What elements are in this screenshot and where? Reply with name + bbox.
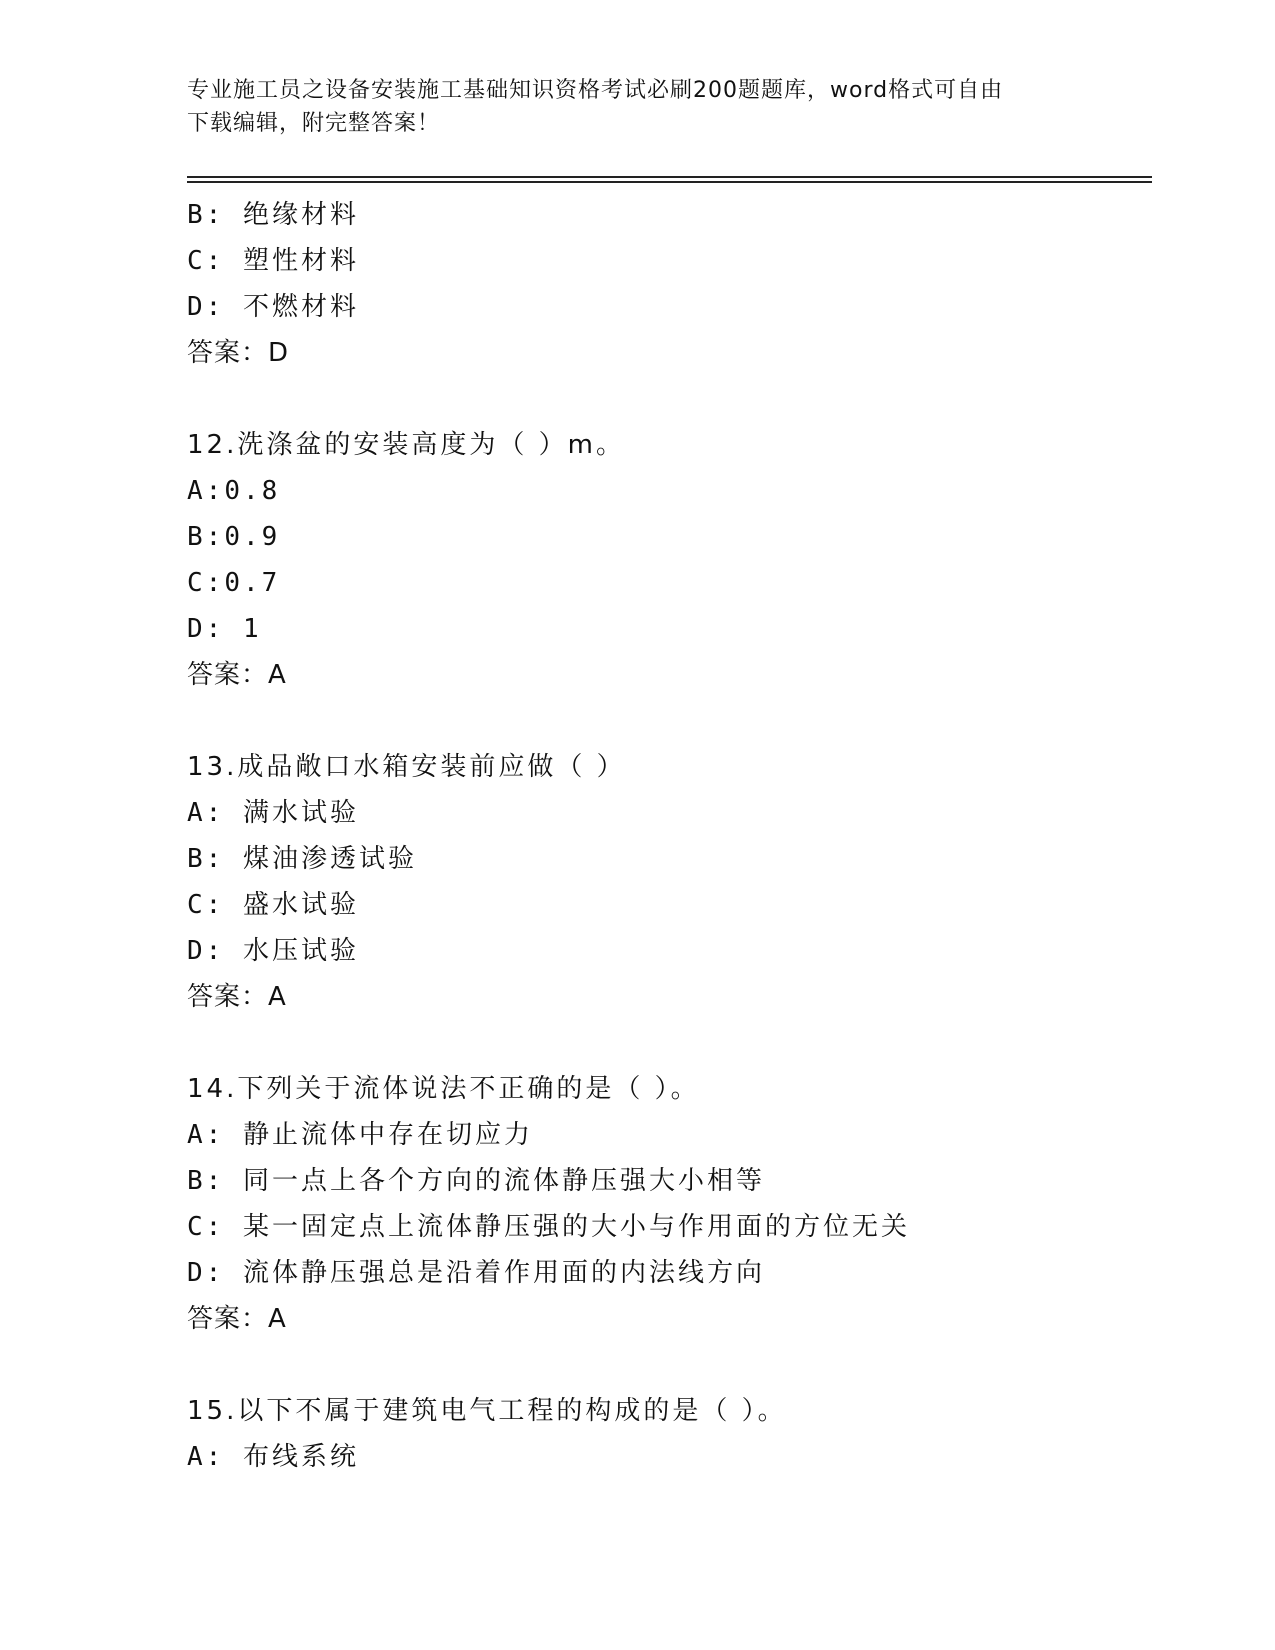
- option-key: A:: [187, 1442, 225, 1472]
- question-stem-text: 15.以下不属于建筑电气工程的构成的是（ ）。: [187, 1396, 787, 1426]
- header-line-1: 专业施工员之设备安装施工基础知识资格考试必刷200题题库，word格式可自由: [187, 78, 1004, 103]
- document-header: [187, 74, 1067, 140]
- option-key: B:: [187, 200, 225, 230]
- option-text: 0.9: [224, 522, 281, 552]
- option-text: 满水试验: [242, 798, 359, 828]
- option-key: A:: [187, 476, 225, 506]
- option-text: 0.8: [224, 476, 281, 506]
- header-divider-bottom: [187, 181, 1152, 183]
- question-block-14: [187, 1066, 1152, 1342]
- option-text: 塑性材料: [242, 246, 359, 276]
- option-d: [187, 284, 1152, 330]
- option-key: D:: [187, 1258, 225, 1288]
- option-key: A:: [187, 1120, 225, 1150]
- question-block-prev: [187, 192, 1152, 376]
- option-text: 1: [242, 614, 262, 644]
- question-block-12: [187, 422, 1152, 698]
- question-block-13: [187, 744, 1152, 1020]
- option-text: 水压试验: [242, 936, 359, 966]
- question-stem: [187, 744, 1152, 790]
- option-b: [187, 1158, 1152, 1204]
- header-divider-top: [187, 176, 1152, 178]
- answer-line: 答案：D: [187, 338, 290, 368]
- option-text: 静止流体中存在切应力: [242, 1120, 533, 1150]
- option-text: 煤油渗透试验: [242, 844, 417, 874]
- option-a: [187, 1434, 1152, 1480]
- question-stem-text: 13.成品敞口水箱安装前应做（ ）: [187, 752, 626, 782]
- option-key: D:: [187, 936, 225, 966]
- option-b: [187, 836, 1152, 882]
- option-c: [187, 882, 1152, 928]
- spacer: [187, 698, 1152, 744]
- header-line-2: 下载编辑，附完整答案！: [187, 111, 441, 136]
- spacer: [187, 1342, 1152, 1388]
- option-key: C:: [187, 1212, 225, 1242]
- option-c: [187, 238, 1152, 284]
- option-text: 同一点上各个方向的流体静压强大小相等: [242, 1166, 765, 1196]
- question-stem-text: 14.下列关于流体说法不正确的是（ ）。: [187, 1074, 700, 1104]
- option-text: 流体静压强总是沿着作用面的内法线方向: [242, 1258, 765, 1288]
- spacer: [187, 376, 1152, 422]
- answer-line: 答案：A: [187, 982, 287, 1012]
- option-key: B:: [187, 522, 225, 552]
- option-text: 0.7: [224, 568, 281, 598]
- option-key: C:: [187, 890, 225, 920]
- option-key: D:: [187, 292, 225, 322]
- question-stem-text: 12.洗涤盆的安装高度为（ ）m。: [187, 430, 625, 460]
- option-c: [187, 1204, 1152, 1250]
- spacer: [187, 1020, 1152, 1066]
- option-a: [187, 468, 1152, 514]
- option-text: 绝缘材料: [242, 200, 359, 230]
- answer-line: 答案：A: [187, 1304, 287, 1334]
- option-text: 不燃材料: [242, 292, 359, 322]
- option-d: [187, 606, 1152, 652]
- question-stem: [187, 1388, 1152, 1434]
- question-block-15: [187, 1388, 1152, 1480]
- question-stem: [187, 1066, 1152, 1112]
- option-b: [187, 514, 1152, 560]
- option-text: 盛水试验: [242, 890, 359, 920]
- option-text: 某一固定点上流体静压强的大小与作用面的方位无关: [242, 1212, 910, 1242]
- option-key: A:: [187, 798, 225, 828]
- option-a: [187, 790, 1152, 836]
- question-list: [187, 192, 1152, 1480]
- option-d: [187, 928, 1152, 974]
- question-stem: [187, 422, 1152, 468]
- option-text: 布线系统: [242, 1442, 359, 1472]
- option-key: C:: [187, 246, 225, 276]
- option-key: B:: [187, 844, 225, 874]
- option-c: [187, 560, 1152, 606]
- option-key: C:: [187, 568, 225, 598]
- option-a: [187, 1112, 1152, 1158]
- answer-line: 答案：A: [187, 660, 287, 690]
- option-d: [187, 1250, 1152, 1296]
- option-key: B:: [187, 1166, 225, 1196]
- option-key: D:: [187, 614, 225, 644]
- option-b: [187, 192, 1152, 238]
